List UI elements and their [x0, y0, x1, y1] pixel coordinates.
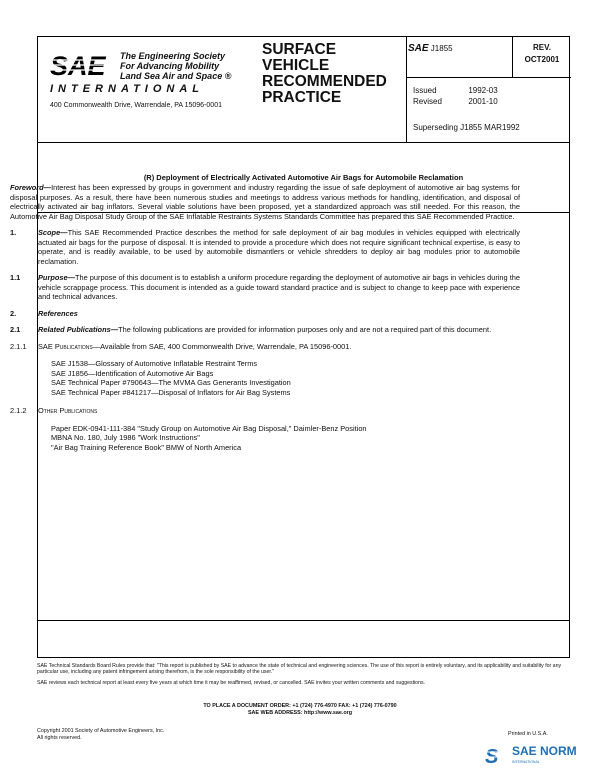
section-2: [10, 309, 520, 319]
section-body: [38, 273, 520, 302]
rev-value: OCT2001: [524, 55, 560, 64]
svg-text:SAE: SAE: [50, 51, 106, 79]
section-number: 1.: [10, 228, 17, 237]
section-number: 2.1.2: [10, 406, 27, 415]
section-number: 2.: [10, 308, 17, 318]
section-2-1: [10, 325, 520, 335]
document-body: [10, 183, 520, 461]
org-line-3: [120, 71, 260, 81]
doc-prefix: SAE: [408, 43, 429, 54]
copyright-line-1: Copyright 2001 Society of Automotive Engineers, Inc.: [37, 728, 165, 734]
revised-value: 2001-10: [468, 97, 498, 106]
copyright-line-2: All rights reserved.: [37, 735, 82, 741]
disclaimer-review: SAE reviews each technical report at least every five years at which time it may be reaffirmed, revised, or cancelled. SAE invites your written comments and suggestions.: [37, 679, 425, 686]
meta-divider: [406, 77, 571, 78]
reference-item: SAE Technical Paper #790643—The MVMA Gas Generants Investigation: [51, 378, 291, 387]
reference-item: MBNA No. 180, July 1986 "Work Instructions": [51, 433, 200, 442]
sae-reference-list: [51, 359, 520, 397]
other-reference-list: [51, 424, 520, 453]
section-body: [38, 228, 520, 266]
section-1-1: [10, 273, 520, 302]
section-label: Scope—: [38, 228, 68, 237]
section-label: Purpose—: [38, 273, 75, 282]
section-text: This SAE Recommended Practice describes the method for safe deployment of air bag modules in vehicles equipped with electrically actuated air bags for the purpose of disposal. It is intended to provide a procedure which does not require significant technical expertise, is easy to operate, and is readily available, to be used by automobile dismantlers or vehicle shredders to deploy air bag modules prior to automobile reclamation.: [38, 228, 520, 266]
section-2-1-1: [10, 342, 520, 352]
section-body: [38, 406, 97, 416]
sae-logo-icon: [50, 51, 116, 79]
copyright: [37, 728, 164, 742]
header-divider: [406, 37, 407, 143]
title-line-3: RECOMMENDED: [262, 73, 387, 90]
section-text: —Available from SAE, 400 Commonwealth Drive, Warrendale, PA 15096-0001.: [92, 341, 352, 351]
org-tagline: [120, 51, 260, 81]
document-header: [38, 37, 569, 143]
rev-label: REV.: [533, 43, 551, 52]
issue-dates: [413, 85, 509, 107]
doc-number: J1855: [430, 44, 453, 53]
section-label: References: [38, 308, 78, 318]
registered-mark: ®: [224, 71, 232, 81]
international-label: INTERNATIONAL: [50, 83, 205, 95]
footer-box: [38, 620, 569, 659]
disclaimer: [37, 663, 570, 690]
sae-norm-label: SAE NORM: [512, 744, 577, 758]
section-label: Other Publications: [38, 406, 98, 415]
section-label: Related Publications—: [38, 325, 119, 334]
reference-item: SAE Technical Paper #841217—Disposal of Inflators for Air Bag Systems: [51, 387, 291, 397]
section-body: [38, 342, 351, 352]
org-line-1: The Engineering Society: [120, 51, 226, 61]
section-body: [38, 325, 520, 335]
document-type-title: [256, 37, 406, 143]
foreword-text: Interest has been expressed by groups in government and industry regarding the issue of safe deployment of automotive air bag systems for disposal purposes. As a result, there have been numerous studies and meetings to address various methods for handling, identification, and disposal of electrically activated air bag inflators. Several viable solutions have been proposed, yet a standardized approach was still needed. For this reason, the Automotive Air Bag Disposal Study Group of the SAE Inflatable Restraints Systems Standards Committee has prepared this SAE Recommended Practice.: [10, 183, 520, 221]
revision-block: [514, 42, 570, 66]
section-text: The purpose of this document is to establish a uniform procedure regarding the deployment of automotive air bags in vehicles during the vehicle scrappage process. This document is intended as a guide toward standard practice and is subject to change to keep pace with experience and technical advances.: [38, 273, 520, 301]
foreword-label: Foreword—: [10, 183, 52, 192]
revised-row: [413, 96, 509, 107]
section-text: The following publications are provided for information purposes only and are not a required part of this document.: [118, 325, 492, 334]
org-line-3-text: Land Sea Air and Space: [120, 71, 223, 81]
reference-item: SAE J1538—Glossary of Automotive Inflatable Restraint Terms: [51, 359, 258, 368]
sae-logo-block: [48, 47, 253, 137]
order-phone: TO PLACE A DOCUMENT ORDER: +1 (724) 776-4970 FAX: +1 (724) 776-0790: [203, 703, 397, 709]
reference-item: SAE J1856—Identification of Automotive Air Bags: [51, 368, 214, 378]
section-number: 2.1: [10, 325, 21, 334]
section-1: [10, 228, 520, 266]
org-address: 400 Commonwealth Drive, Warrendale, PA 15096-0001: [50, 102, 222, 109]
disclaimer-rules: SAE Technical Standards Board Rules provide that: "This report is published by SAE to advance the state of technical and engineering sciences. The use of this report is entirely voluntary, and its applicability and suitability for any particular use, including any patent infringement arising therefrom, is the sole responsibility of the user.": [37, 663, 562, 676]
order-web[interactable]: SAE WEB ADDRESS: http://www.sae.org: [247, 710, 353, 716]
org-line-2: For Advancing Mobility: [120, 61, 220, 71]
section-number: 2.1.1: [10, 341, 27, 351]
section-label: SAE Publications: [38, 341, 93, 351]
section-body: [38, 309, 520, 319]
section-number: 1.1: [10, 273, 21, 282]
document-number: [408, 43, 510, 54]
revised-label: Revised: [413, 97, 442, 106]
issued-row: [413, 85, 509, 96]
svg-text:S: S: [485, 746, 499, 768]
rev-divider: [512, 37, 513, 77]
sae-norm-logo-icon: [485, 742, 511, 768]
title-line-1: SURFACE: [262, 41, 337, 58]
printed-note: Printed in U.S.A.: [508, 731, 548, 737]
reference-item: Paper EDK-0941-111-384 "Study Group on Automotive Air Bag Disposal," Daimler-Benz Position: [51, 423, 367, 433]
issued-label: Issued: [413, 86, 437, 95]
superseding-note: Superseding J1855 MAR1992: [413, 123, 520, 132]
issued-value: 1992-03: [468, 86, 498, 95]
title-line-4: PRACTICE: [262, 89, 342, 106]
sae-norm-watermark: [485, 742, 597, 772]
sae-norm-sub: INTERNATIONAL: [512, 760, 540, 764]
section-2-1-2: [10, 406, 520, 416]
document-title: (R) Deployment of Electrically Activated Automotive Air Bags for Automobile Reclamation: [38, 143, 569, 213]
reference-item: "Air Bag Training Reference Book" BMW of North America: [51, 442, 242, 452]
foreword: [10, 183, 520, 221]
title-line-2: VEHICLE: [262, 57, 330, 74]
order-info: [0, 703, 600, 717]
